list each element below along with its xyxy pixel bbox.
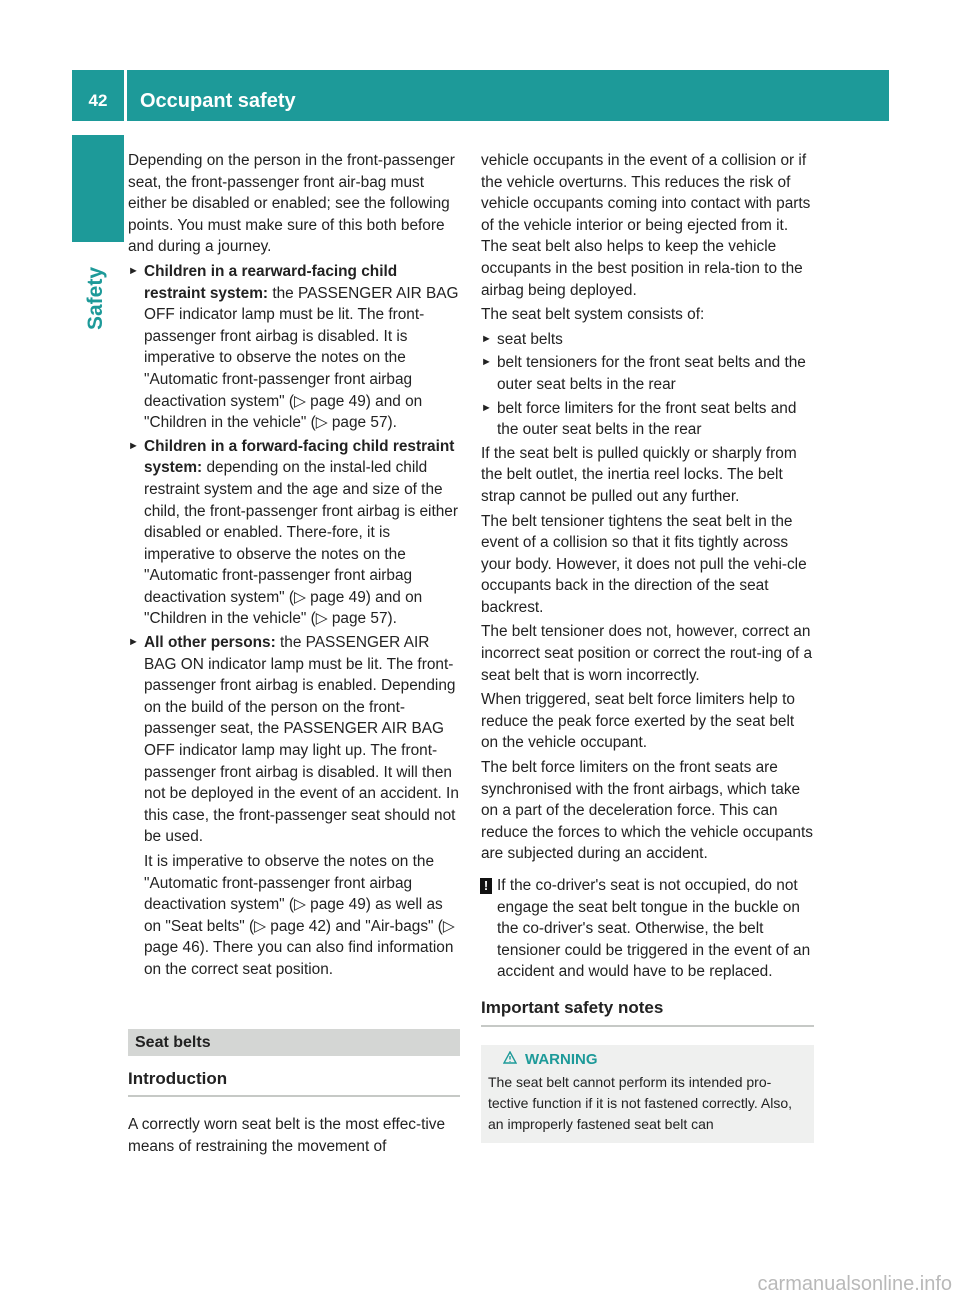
paragraph: If the seat belt is pulled quickly or sharply from the belt outlet, the inertia reel locks. The belt strap cannot be pulled out any further. bbox=[481, 444, 797, 505]
exclamation-icon: ! bbox=[480, 878, 492, 894]
list-item: ► belt tensioners for the front seat belts and the outer seat belts in the rear bbox=[481, 354, 806, 393]
intro-paragraph: Depending on the person in the front-passenger seat, the front-passenger front air-bag must either be disabled or enabled; see the following points. You must make sure of this both before and during a journey. bbox=[128, 152, 455, 256]
warning-triangle-icon bbox=[503, 1049, 517, 1070]
left-column bbox=[128, 150, 460, 1160]
warning-text: The seat belt cannot perform its intended pro-tective function if it is not fastened correctly. Also, an improperly fastened seat belt can bbox=[488, 1073, 792, 1132]
right-column bbox=[481, 150, 814, 1143]
paragraph: The belt tensioner tightens the seat belt in the event of a collision so that it fits tightly across your body. However, it does not pull the vehi-cle occupants back in the direction of the seat backrest. bbox=[481, 512, 807, 616]
bullet-item bbox=[128, 436, 460, 630]
paragraph: vehicle occupants in the event of a collision or if the vehicle overturns. This reduces the risk of vehicle occupants coming into contact with parts of the vehicle interior or being ejected from it. The seat belt also helps to keep the vehicle occupants in the best position in rela-tion to the airbag being deployed. bbox=[481, 152, 811, 299]
bullet-heading: All other persons: bbox=[144, 634, 276, 652]
note-item bbox=[481, 875, 814, 983]
paragraph: The belt tensioner does not, however, correct an incorrect seat position or correct the rout-ing of a seat belt that is worn incorrectly. bbox=[481, 623, 813, 684]
side-tab-safety: Safety bbox=[84, 266, 107, 330]
paragraph: The seat belt system consists of: bbox=[481, 306, 705, 324]
bullet-icon: ► bbox=[128, 264, 139, 277]
bullet-icon: ► bbox=[128, 439, 139, 452]
bullet-text: the PASSENGER AIR BAG ON indicator lamp must be lit. The front-passenger front airbag is enabled. Depending on the build of the person on the front-passenger seat, the PASSENGER AIR BAG OFF indicator lamp may light up. The front-passenger front airbag is disabled. It will then not be deployed in the event of an accident. In this case, the front-passenger seat should not be used. bbox=[144, 634, 459, 846]
bullet-item bbox=[128, 261, 460, 434]
section-marker bbox=[72, 135, 124, 242]
bullet-icon: ► bbox=[481, 356, 492, 369]
bullet-icon: ► bbox=[128, 636, 139, 649]
bullet-heading: Children in a rearward-facing child restraint system: bbox=[144, 262, 398, 302]
page-number: 42 bbox=[88, 91, 108, 110]
list-item: ► seat belts bbox=[481, 329, 814, 351]
bullet-icon: ► bbox=[481, 332, 492, 345]
bullet-text: depending on the instal-led child restraint system and the age and size of the child, the front-passenger front airbag is either disabled or enabled. There-fore, it is imperative to observe the notes on the "Automatic front-passenger front airbag deactivation system" (▷ page 49) and on "Children in the vehicle" (▷ page 57). bbox=[144, 459, 458, 628]
paragraph: When triggered, seat belt force limiters help to reduce the peak force exerted by the seat belt on the vehicle occupant. bbox=[481, 691, 795, 752]
page-title: Occupant safety bbox=[140, 90, 296, 112]
paragraph: The belt force limiters on the front seats are synchronised with the front airbags, which take on a part of the deceleration force. This can reduce the forces to which the vehicle occupants are subjected during an accident. bbox=[481, 759, 813, 863]
bullet-text: the PASSENGER AIR BAG OFF indicator lamp must be lit. The front-passenger front airbag is disabled. It is imperative to observe the notes on the "Automatic front-passenger front airbag deactivation system" (▷ page 49) and on "Children in the vehicle" (▷ page 57). bbox=[144, 284, 459, 432]
list-item: ► belt force limiters for the front seat belts and the outer seat belts in the rear bbox=[481, 399, 797, 439]
bullet-item bbox=[128, 632, 460, 981]
warning-title: WARNING bbox=[525, 1050, 598, 1068]
warning-title-row bbox=[488, 1049, 807, 1070]
section-heading-seat-belts: Seat belts bbox=[128, 1029, 460, 1056]
subheading-introduction: Introduction bbox=[128, 1068, 460, 1098]
subheading-important-safety-notes: Important safety notes bbox=[481, 997, 814, 1027]
bullet-extra-text: It is imperative to observe the notes on the "Automatic front-passenger front airbag deactivation system" (▷ page 49) as well as on "Seat belts" (▷ page 42) and "Air-bags" (▷ page 46). There you can also find information on the correct seat position. bbox=[144, 853, 455, 978]
header-divider bbox=[124, 70, 127, 121]
bullet-icon: ► bbox=[481, 401, 492, 414]
intro2-paragraph: A correctly worn seat belt is the most effec-tive means of restraining the movement of bbox=[128, 1116, 446, 1155]
bullet-heading: Children in a forward-facing child restraint system: bbox=[144, 437, 455, 477]
warning-box bbox=[481, 1045, 814, 1143]
note-text: If the co-driver's seat is not occupied, do not engage the seat belt tongue in the buckle on the co-driver's seat. Otherwise, the belt tensioner could be triggered in the event of an accident and would have to be replaced. bbox=[497, 877, 811, 981]
watermark: carmanualsonline.info bbox=[757, 1273, 952, 1295]
